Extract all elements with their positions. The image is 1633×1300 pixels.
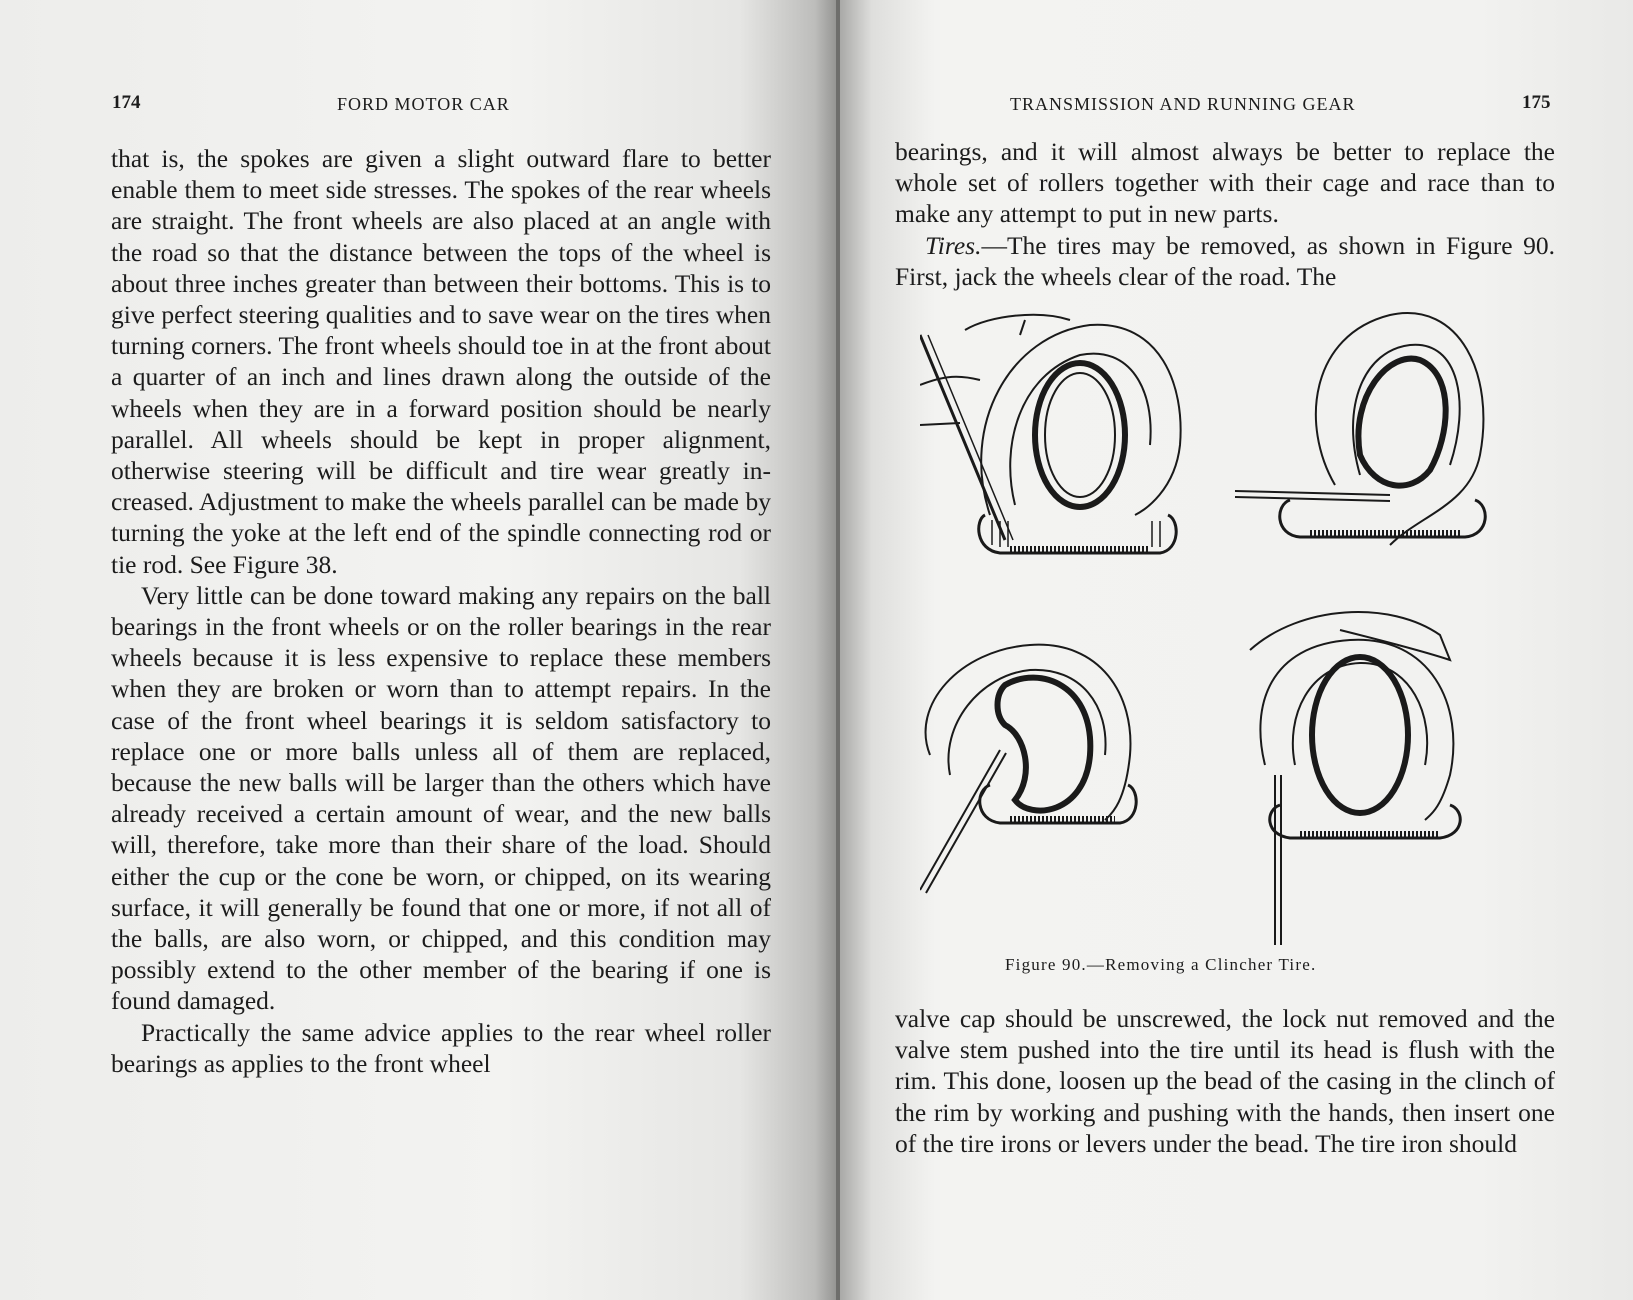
figure-caption: Figure 90.—Removing a Clincher Tire. bbox=[1005, 955, 1317, 974]
tires-paragraph bbox=[895, 230, 1555, 292]
right-paragraph-continued: bearings, and it will almost always be better to replace the whole set of rollers together with their cage and race than to make any attempt to put in new parts. bbox=[895, 137, 1555, 229]
right-bottom-text bbox=[895, 1003, 1555, 1159]
right-top-text bbox=[895, 136, 1555, 292]
left-running-head: FORD MOTOR CAR bbox=[337, 94, 510, 114]
left-paragraph-1: that is, the spokes are given a slight outward flare to better enable them to meet side stresses. The spokes of the rear wheels are straight. The front wheels are also placed at an angle with the road so that the distance between the tops of the wheel is about three inches greater than between their bottoms. This is to give perfect steering qualities and to save wear on the tires when turning corners. The front wheels should toe in at the front about a quarter of an inch and lines drawn along the outside of the wheels when they are in a forward position should be nearly parallel. All wheels should be kept in proper alignment, otherwise steering will be difficult and tire wear greatly increased. Adjustment to make the wheels parallel can be made by turning the yoke at the left end of the spindle connecting rod or tie rod. See Figure 38. bbox=[111, 144, 771, 579]
right-page-number: 175 bbox=[1522, 92, 1551, 113]
tires-text: —The tires may be removed, as shown in Figure 90. First, jack the wheels clear of the road. The bbox=[895, 230, 1555, 291]
figure-90-illustration bbox=[920, 305, 1540, 945]
tire-step-4 bbox=[1250, 612, 1460, 945]
clincher-tire-drawings bbox=[920, 305, 1540, 945]
tire-step-3 bbox=[920, 645, 1136, 893]
left-page-number: 174 bbox=[112, 92, 141, 113]
left-paragraph-3: Practically the same advice applies to the rear wheel roller bearings as applies to the front wheel bbox=[111, 1017, 771, 1078]
tires-heading: Tires. bbox=[925, 230, 982, 260]
tire-step-1 bbox=[920, 315, 1181, 553]
tire-step-2 bbox=[1235, 313, 1485, 545]
left-paragraph-2: Very little can be done toward making any repairs on the ball bearings in the front wheels or on the roller bearings in the rear wheels because it is less expensive to replace these members when they are broken or worn than to attempt repairs. In the case of the front wheel bearings it is seldom satisfactory to replace one or more balls unless all of them are replaced, because the new balls will be larger than the others which have already received a certain amount of wear, and the new balls will, therefore, take more than their share of the load. Should either the cup or the cone be worn, or chipped, on its wearing surface, it will generally be found that one or more, if not all of the balls, are also worn, or chipped, and this condition may possibly extend to the other member of the bearing if one is found damaged. bbox=[111, 580, 771, 1016]
right-running-head: TRANSMISSION AND RUNNING GEAR bbox=[1010, 94, 1356, 114]
left-body-text bbox=[111, 143, 771, 1079]
right-paragraph-bottom: valve cap should be unscrewed, the lock nut removed and the valve stem pushed into the tire until its head is flush with the rim. This done, loosen up the bead of the casing in the clinch of the rim by working and pushing with the hands, then insert one of the tire irons or levers under the bead. The tire iron should bbox=[895, 1004, 1555, 1158]
